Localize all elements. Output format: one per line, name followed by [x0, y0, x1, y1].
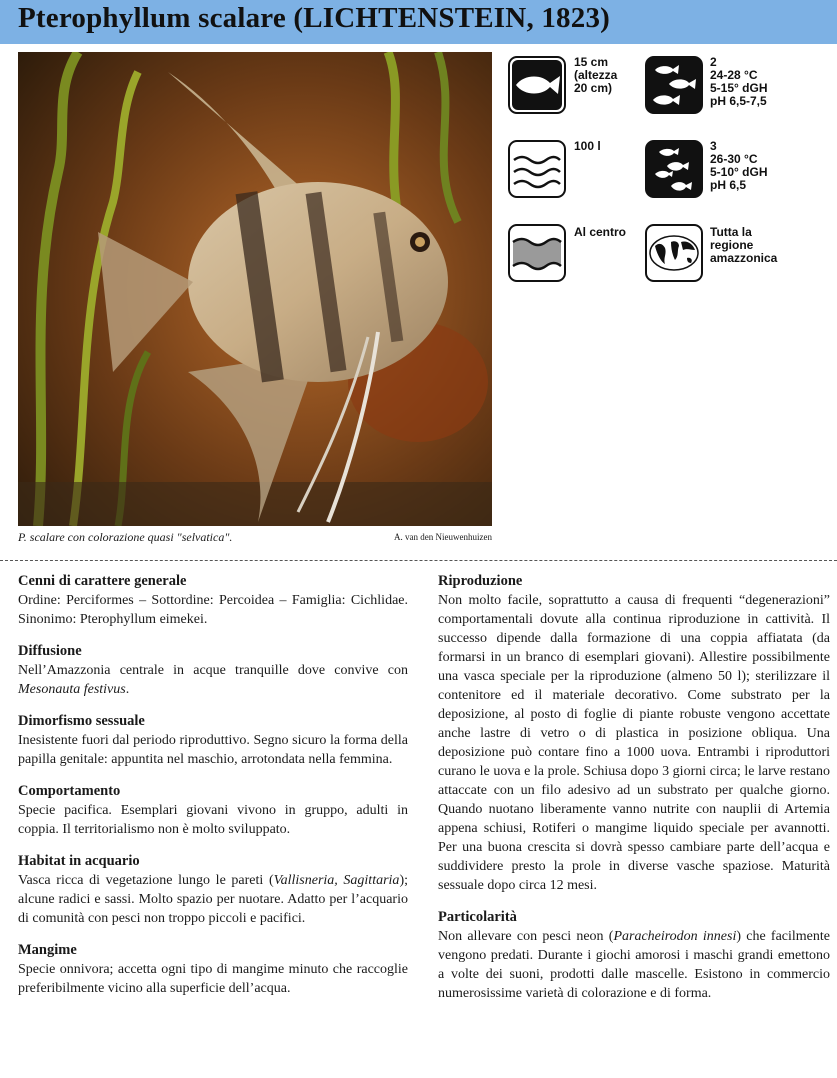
- species-photo: [18, 52, 492, 526]
- section-mangime: [18, 941, 408, 998]
- temp-text-1: 2 24-28 °C 5-15° dGH pH 6,5-7,5: [710, 55, 768, 108]
- body-diffusione-italic: Mesonauta festivus: [18, 682, 126, 697]
- body-riproduzione: Non molto facile, soprattutto a causa di frequenti “degenerazioni” comportamentali dovute alla continua riproduzione in cattività. Il successo dipende dalla formazione di una coppia affiatata (da formarsi in un branco di esemplari giovani). Allestire possibilmente una vasca speciale per la riproduzione (almeno 50 l); sterilizzare il contenitore ed il materiale decorativo. Come substrato per la deposizione, al posto di foglie di piante robuste vengono accettate anche lastre di vetro o di plastica in posizione obliqua. Una deposizione può contare fino a 1000 uova. Entrambi i riproduttori curano le uova e la prole. Schiusa dopo 3 giorni circa; le larve restano attaccate con un filo adesivo ad un substrato per qualche giorno. Quando nuotano liberamente vanno nutrite con nauplii di Artemia appena schiusi, Rotiferi o mangime liquido speciale per avannotti. Per una buona crescita si dovrà spesso cambiare parte dell’acqua e suddividere presto la prole in diverse vasche spaziose. Maturità sessuale dopo circa 12 mesi.: [438, 593, 830, 893]
- school-fish-icon: [645, 56, 703, 114]
- body-cenni: Ordine: Perciformes – Sottordine: Percoidea – Famiglia: Cichlidae. Sinonimo: Pterophyllum eimekei.: [18, 593, 408, 627]
- section-comportamento: [18, 782, 408, 839]
- section-dimorfismo: [18, 712, 408, 769]
- heading-mangime: Mangime: [18, 942, 77, 958]
- heading-diffusione: Diffusione: [18, 643, 82, 659]
- section-diffusione: [18, 642, 408, 699]
- section-divider: [0, 560, 837, 561]
- right-column: [438, 572, 830, 1016]
- page-title: Pterophyllum scalare (LICHTENSTEIN, 1823): [18, 2, 610, 34]
- temp-text-2: 3 26-30 °C 5-10° dGH pH 6,5: [710, 139, 768, 192]
- body-diffusione-pre: Nell’Amazzonia centrale in acque tranquille dove convive con: [18, 663, 408, 678]
- photo-credit: A. van den Nieuwenhuizen: [394, 532, 492, 542]
- zone-text: Al centro: [574, 225, 627, 239]
- world-map-icon: [645, 224, 703, 282]
- body-habitat-post: ); alcune radici e sassi. Molto spazio per nuotare. Adatto per l’acquario di comunità con pesci non troppo piccoli e pacifici.: [18, 873, 408, 926]
- body-comportamento: Specie pacifica. Esemplari giovani vivono in gruppo, adulti in coppia. Il territorialismo non è molto sviluppato.: [18, 803, 408, 837]
- section-riproduzione: [438, 572, 830, 895]
- section-habitat: [18, 852, 408, 928]
- heading-particolarita: Particolarità: [438, 909, 517, 925]
- heading-habitat: Habitat in acquario: [18, 853, 140, 869]
- section-particolarita: [438, 908, 830, 1003]
- body-diffusione-post: .: [125, 682, 130, 697]
- body-dimorfismo: Inesistente fuori dal periodo riproduttivo. Segno sicuro la forma della papilla genitale: appuntita nel maschio, arrotondata nella femmina.: [18, 733, 408, 767]
- region-text: Tutta la regione amazzonica: [710, 225, 778, 265]
- heading-dimorfismo: Dimorfismo sessuale: [18, 713, 145, 729]
- size-text: 15 cm (altezza 20 cm): [574, 55, 618, 95]
- volume-text: 100 l: [574, 139, 601, 153]
- fish-group-icon: [645, 140, 703, 198]
- body-habitat: [18, 871, 408, 928]
- left-column: [18, 572, 408, 1011]
- fish-size-icon: [508, 56, 566, 114]
- body-particolarita-pre: Non allevare con pesci neon (: [438, 929, 614, 944]
- swim-zone-icon: [508, 224, 566, 282]
- body-habitat-italic: Vallisneria, Sagittaria: [273, 873, 400, 888]
- body-mangime: Specie onnivora; accetta ogni tipo di mangime minuto che raccoglie preferibilmente vicino alla superficie dell’acqua.: [18, 962, 408, 996]
- caption-text: P. scalare con colorazione quasi "selvatica".: [18, 530, 233, 544]
- body-particolarita: [438, 927, 830, 1003]
- section-cenni: [18, 572, 408, 629]
- body-diffusione: [18, 661, 408, 699]
- aquarium-volume-icon: [508, 140, 566, 198]
- body-habitat-pre: Vasca ricca di vegetazione lungo le pareti (: [18, 873, 274, 888]
- body-particolarita-post: ) che facilmente vengono predati. Durante i giochi amorosi i maschi grandi emettono a volte dei suoni, prodotti dalle mascelle. Esistono in commercio numerosissime varietà di colorazione e di forma.: [438, 929, 830, 1001]
- heading-comportamento: Comportamento: [18, 783, 121, 799]
- body-particolarita-italic: Paracheirodon innesi: [613, 929, 737, 944]
- photo-caption: [18, 530, 492, 545]
- heading-riproduzione: Riproduzione: [438, 573, 523, 589]
- heading-cenni: Cenni di carattere generale: [18, 573, 187, 589]
